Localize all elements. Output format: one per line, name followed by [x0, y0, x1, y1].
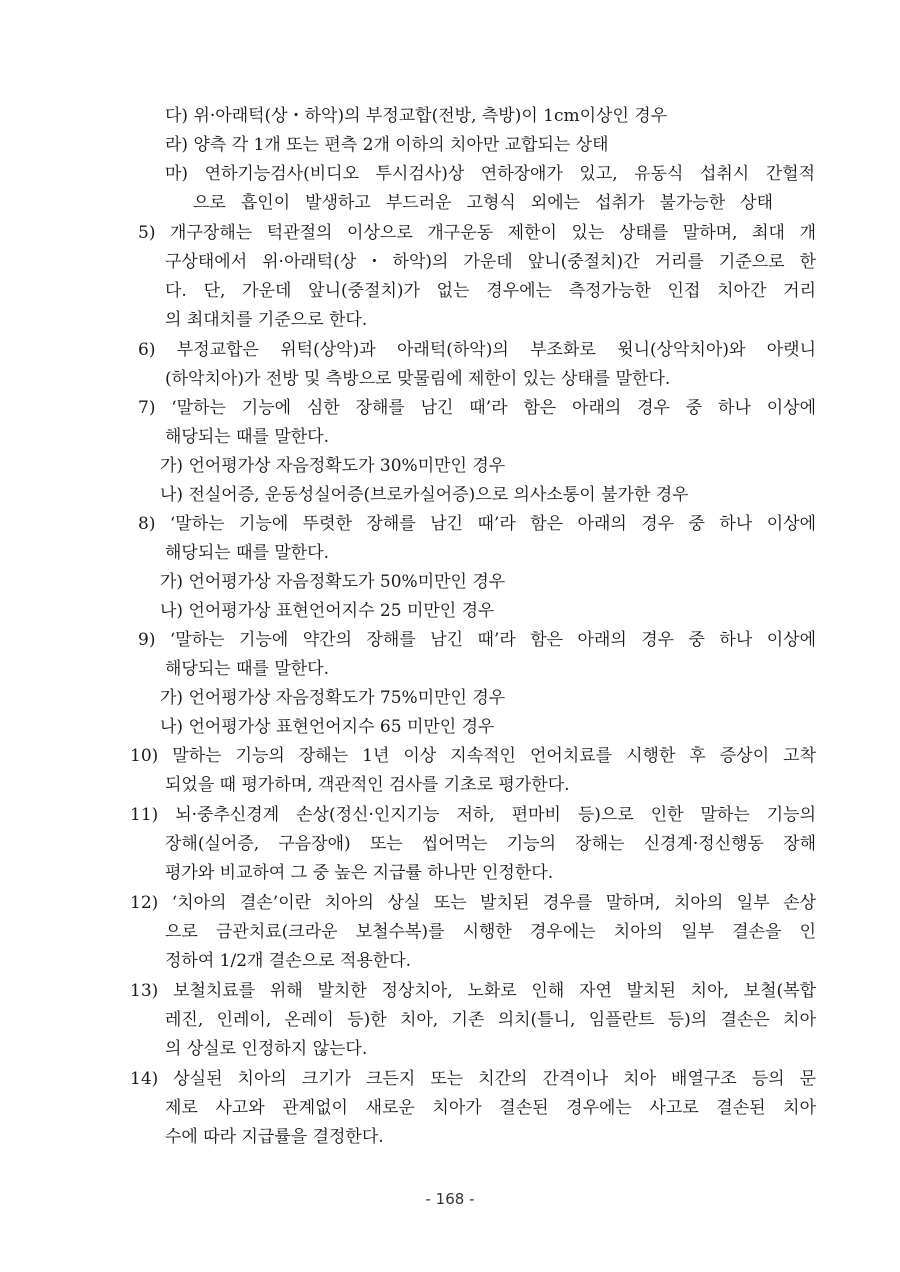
- text-line: 7) ‘말하는 기능에 심한 장해를 남긴 때’라 함은 아래의 경우 중 하나 이상에: [138, 398, 816, 418]
- text-line: 8) ‘말하는 기능에 뚜렷한 장해를 남긴 때’라 함은 아래의 경우 중 하나 이상에: [138, 514, 816, 534]
- text-line: 해당되는 때를 말한다.: [165, 659, 330, 679]
- text-line: 13) 보철치료를 위해 발치한 정상치아, 노화로 인해 자연 발치된 치아, 보철(복합: [130, 981, 816, 1001]
- text-line: 수에 따라 지급률을 결정한다.: [165, 1127, 384, 1147]
- text-line: 가) 언어평가상 자음정확도가 75%미만인 경우: [160, 688, 506, 708]
- text-line: 라) 양측 각 1개 또는 편측 2개 이하의 치아만 교합되는 상태: [165, 135, 609, 155]
- text-line: 되었을 때 평가하며, 객관적인 검사를 기초로 평가한다.: [165, 775, 570, 795]
- text-line: 의 최대치를 기준으로 한다.: [165, 310, 368, 330]
- text-line: (하악치아)가 전방 및 측방으로 맞물림에 제한이 있는 상태를 말한다.: [165, 369, 671, 389]
- text-line: 평가와 비교하여 그 중 높은 지급률 하나만 인정한다.: [165, 863, 554, 883]
- text-line: 정하여 1/2개 결손으로 적용한다.: [165, 951, 412, 971]
- text-line: 6) 부정교합은 위턱(상악)과 아래턱(하악)의 부조화로 윗니(상악치아)와 아랫니: [138, 340, 816, 360]
- text-line: 11) 뇌·중추신경계 손상(정신·인지기능 저하, 편마비 등)으로 인한 말하는 기능의: [130, 805, 816, 825]
- text-line: 12) ‘치아의 결손’이란 치아의 상실 또는 발치된 경우를 말하며, 치아의 일부 손상: [130, 893, 816, 913]
- text-line: 14) 상실된 치아의 크기가 크든지 또는 치간의 간격이나 치아 배열구조 등의 문: [130, 1069, 816, 1089]
- text-line: 레진, 인레이, 온레이 등)한 치아, 기존 의치(틀니, 임플란트 등)의 결손은 치아: [165, 1010, 816, 1030]
- text-line: 가) 언어평가상 자음정확도가 30%미만인 경우: [160, 456, 506, 476]
- text-line: 으로 흡인이 발생하고 부드러운 고형식 외에는 섭취가 불가능한 상태: [193, 193, 773, 213]
- text-line: 으로 금관치료(크라운 보철수복)를 시행한 경우에는 치아의 일부 결손을 인: [165, 922, 816, 942]
- page-number: - 168 -: [425, 1190, 475, 1208]
- text-line: 다. 단, 가운데 앞니(중절치)가 없는 경우에는 측정가능한 인접 치아간 거리: [165, 281, 816, 301]
- text-line: 5) 개구장해는 턱관절의 이상으로 개구운동 제한이 있는 상태를 말하며, 최대 개: [138, 223, 816, 243]
- text-line: 장해(실어증, 구음장애) 또는 씹어먹는 기능의 장해는 신경계·정신행동 장해: [165, 834, 816, 854]
- text-line: 9) ‘말하는 기능에 약간의 장해를 남긴 때’라 함은 아래의 경우 중 하나 이상에: [138, 630, 816, 650]
- text-line: 제로 사고와 관계없이 새로운 치아가 결손된 경우에는 사고로 결손된 치아: [165, 1098, 816, 1118]
- text-line: 나) 언어평가상 표현언어지수 65 미만인 경우: [160, 717, 495, 737]
- text-line: 나) 언어평가상 표현언어지수 25 미만인 경우: [160, 601, 495, 621]
- text-line: 10) 말하는 기능의 장해는 1년 이상 지속적인 언어치료를 시행한 후 증상이 고착: [130, 746, 816, 766]
- text-line: 해당되는 때를 말한다.: [165, 543, 330, 563]
- text-line: 가) 언어평가상 자음정확도가 50%미만인 경우: [160, 572, 506, 592]
- text-line: 의 상실로 인정하지 않는다.: [165, 1039, 368, 1059]
- text-line: 구상태에서 위·아래턱(상・하악)의 가운데 앞니(중절치)간 거리를 기준으로 한: [165, 252, 816, 272]
- text-line: 다) 위·아래턱(상・하악)의 부정교합(전방, 측방)이 1cm이상인 경우: [165, 106, 668, 126]
- text-line: 나) 전실어증, 운동성실어증(브로카실어증)으로 의사소통이 불가한 경우: [160, 485, 689, 505]
- text-line: 해당되는 때를 말한다.: [165, 427, 330, 447]
- text-line: 마) 연하기능검사(비디오 투시검사)상 연하장애가 있고, 유동식 섭취시 간헐적: [165, 164, 815, 184]
